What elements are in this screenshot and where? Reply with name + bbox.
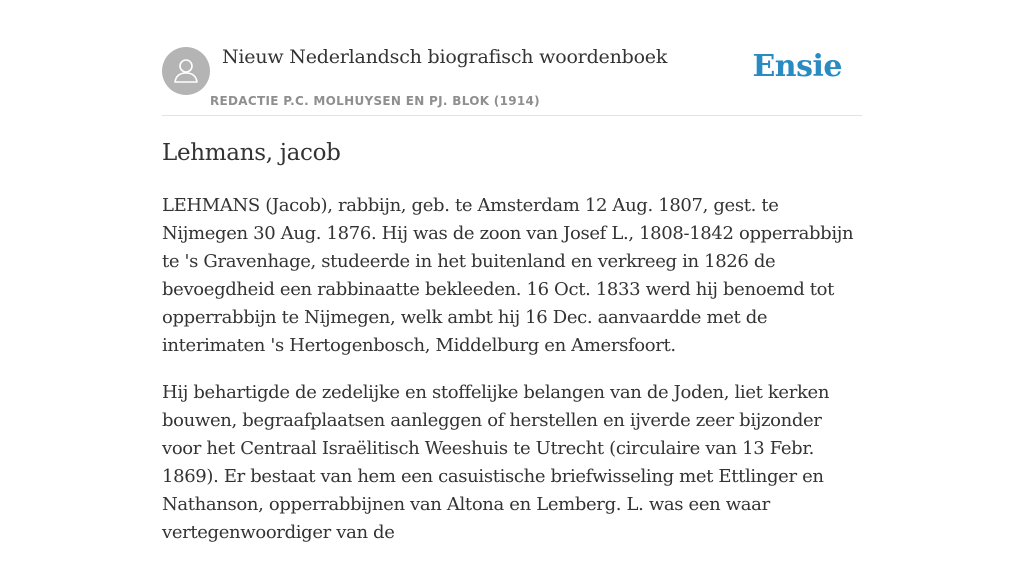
source-header: [162, 0, 862, 116]
article-title: Lehmans, jacob: [162, 140, 341, 166]
source-subtitle: REDACTIE P.C. MOLHUYSEN EN PJ. BLOK (1914): [210, 94, 540, 108]
page-container: [162, 0, 862, 543]
article-paragraph: LEHMANS (Jacob), rabbijn, geb. te Amsterdam 12 Aug. 1807, gest. te Nijmegen 30 Aug. 1876. Hij was de zoon van Josef L., 1808-1842 opperrabbijn te 's Gravenhage, studeerde in het buitenland en verkreeg in 1826 de bevoegdheid een rabbinaatte bekleeden. 16 Oct. 1833 werd hij benoemd tot opperrabbijn te Nijmegen, welk ambt hij 16 Dec. aanvaardde met de interimaten 's Hertogenbosch, Middelburg en Amersfoort.: [162, 195, 854, 356]
user-silhouette-icon: [162, 47, 210, 95]
article-body: [162, 192, 862, 566]
source-title[interactable]: Nieuw Nederlandsch biografisch woordenboek: [222, 46, 668, 68]
brand-logo[interactable]: Ensie: [752, 49, 842, 84]
article-paragraph: Hij behartigde de zedelijke en stoffelijke belangen van de Joden, liet kerken bouwen, begraafplaatsen aanleggen of herstellen en ijverde zeer bijzonder voor het Centraal Israëlitisch Weeshuis te Utrecht (circulaire van 13 Febr. 1869). Er bestaat van hem een casuistische briefwisseling met Ettlinger en Nathanson, opperrabbijnen van Altona en Lemberg. L. was een waar vertegenwoordiger van de: [162, 382, 830, 543]
